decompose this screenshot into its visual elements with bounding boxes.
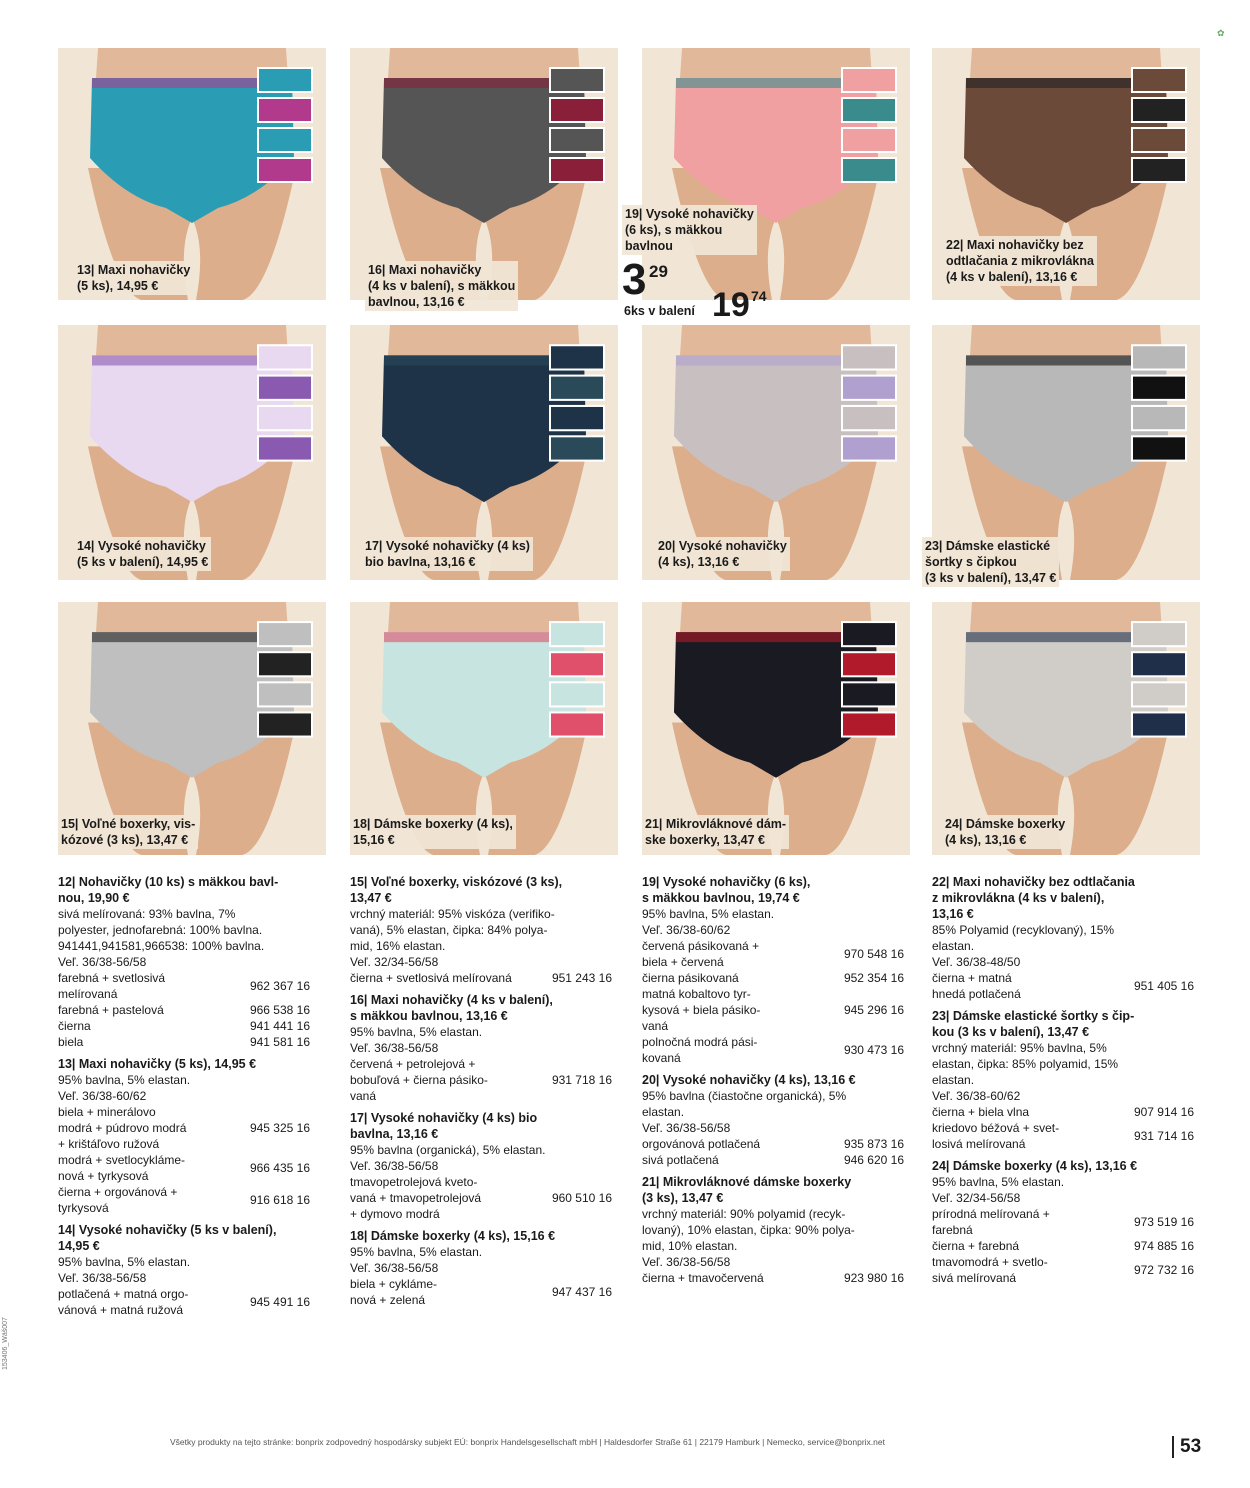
footer-note: Všetky produkty na tejto stránke: bonprix zodpovedný hospodársky subjekt EÚ: bonprix Handelsgesellschaft mbH | Haldesdorfer Straße 61 | 22179 Hamburk | Nemecko, service@bonprix.net: [170, 1437, 885, 1447]
product-spec: [350, 874, 612, 986]
variant-row: [58, 1002, 310, 1018]
variant-row: [642, 970, 904, 986]
variant-name: biela + cykláme- nová + zelená: [350, 1277, 438, 1307]
variant-row: [642, 1270, 904, 1286]
variant-row: [932, 1238, 1194, 1254]
variant-row: [350, 1056, 612, 1104]
price-19-pack-cents: 74: [751, 288, 767, 304]
variant-name: tmavomodrá + svetlo- sivá melírovaná: [932, 1255, 1048, 1285]
variant-code: 973 519 16: [1133, 1215, 1194, 1229]
variant-code: 951 243 16: [551, 971, 612, 985]
variant-name: sivá potlačená: [642, 1153, 719, 1167]
variant-row: [58, 970, 310, 1002]
variant-name: červená + petrolejová + bobuľová + čierna pásiko- vaná: [350, 1057, 488, 1103]
variant-name: prírodná melírovaná + farebná: [932, 1207, 1050, 1237]
spec-column: [350, 874, 612, 1314]
product-spec-desc: 95% bavlna, 5% elastan. Veľ. 36/38-56/58: [350, 1245, 483, 1275]
product-spec-title: 12| Nohavičky (10 ks) s mäkkou bavl- nou, 19,90 €: [58, 875, 279, 905]
product-spec-title: 20| Vysoké nohavičky (4 ks), 13,16 €: [642, 1073, 856, 1087]
variant-row: [350, 1276, 612, 1308]
product-spec-desc: 95% bavlna (organická), 5% elastan. Veľ. 36/38-56/58: [350, 1143, 546, 1173]
tile-label: 14| Vysoké nohavičky (5 ks v balení), 14,95 €: [74, 537, 211, 571]
variant-name: čierna + orgovánová + tyrkysová: [58, 1185, 178, 1215]
variant-name: farebná + svetlosivá melírovaná: [58, 971, 166, 1001]
variant-code: 966 538 16: [249, 1003, 310, 1017]
product-spec-desc: 95% bavlna, 5% elastan. Veľ. 36/38-56/58: [58, 1255, 191, 1285]
product-spec-title: 22| Maxi nohavičky bez odtlačania z mikrovlákna (4 ks v balení), 13,16 €: [932, 875, 1135, 921]
product-spec: [58, 874, 310, 1050]
product-spec: [350, 992, 612, 1104]
variant-row: [642, 1152, 904, 1168]
product-spec: [642, 1174, 904, 1286]
spec-column: [932, 874, 1194, 1292]
product-spec-desc: 95% bavlna, 5% elastan. Veľ. 32/34-56/58: [932, 1175, 1065, 1205]
variant-code: 907 914 16: [1133, 1105, 1194, 1119]
tile-label: 17| Vysoké nohavičky (4 ks) bio bavlna, 13,16 €: [362, 537, 533, 571]
product-spec-desc: 95% bavlna, 5% elastan. Veľ. 36/38-56/58: [350, 1025, 483, 1055]
variant-name: biela + minerálovo modrá + púdrovo modrá + krištáľovo ružová: [58, 1105, 187, 1151]
variant-row: [58, 1184, 310, 1216]
product-image: [642, 48, 910, 300]
variant-name: biela: [58, 1035, 84, 1049]
variant-name: červená pásikovaná + biela + červená: [642, 939, 760, 969]
variant-code: 945 491 16: [249, 1295, 310, 1309]
product-spec: [58, 1056, 310, 1216]
side-code: 153406_Wäš007: [2, 1317, 9, 1370]
variant-code: 972 732 16: [1133, 1263, 1194, 1277]
tile-label: 21| Mikrovláknové dám- ske boxerky, 13,47 €: [642, 815, 789, 849]
variant-row: [642, 986, 904, 1034]
corner-mark: ✿: [1217, 28, 1225, 38]
product-spec: [932, 1008, 1194, 1152]
variant-name: čierna: [58, 1019, 91, 1033]
tile-label: 16| Maxi nohavičky (4 ks v balení), s mäkkou bavlnou, 13,16 €: [365, 261, 518, 311]
variant-name: matná kobaltovo tyr- kysová + biela pásiko- vaná: [642, 987, 761, 1033]
product-spec-desc: 85% Polyamid (recyklovaný), 15% elastan. Veľ. 36/38-48/50: [932, 923, 1115, 969]
variant-code: 952 354 16: [843, 971, 904, 985]
product-spec-desc: 95% bavlna, 5% elastan. Veľ. 36/38-60/62: [642, 907, 775, 937]
variant-code: 931 718 16: [551, 1073, 612, 1087]
variant-row: [58, 1018, 310, 1034]
variant-name: orgovánová potlačená: [642, 1137, 761, 1151]
variant-name: polnočná modrá pási- kovaná: [642, 1035, 758, 1065]
variant-row: [642, 1034, 904, 1066]
variant-code: 974 885 16: [1133, 1239, 1194, 1253]
variant-name: čierna + biela vlna: [932, 1105, 1030, 1119]
variant-row: [932, 970, 1194, 1002]
variant-code: 966 435 16: [249, 1161, 310, 1175]
product-tile[interactable]: [642, 48, 910, 300]
variant-name: čierna + tmavočervená: [642, 1271, 764, 1285]
variant-row: [932, 1104, 1194, 1120]
variant-name: čierna pásikovaná: [642, 971, 739, 985]
product-spec-title: 13| Maxi nohavičky (5 ks), 14,95 €: [58, 1057, 257, 1071]
product-spec: [642, 874, 904, 1066]
product-spec-desc: sivá melírovaná: 93% bavlna, 7% polyester, jednofarebná: 100% bavlna. 941441,941581,966538: 100% bavlna. Veľ. 36/38-56/58: [58, 907, 265, 969]
variant-code: 962 367 16: [249, 979, 310, 993]
price-19-cents: 29: [649, 262, 668, 281]
variant-code: 916 618 16: [249, 1193, 310, 1207]
tile-label: 24| Dámske boxerky (4 ks), 13,16 €: [942, 815, 1068, 849]
product-spec-title: 18| Dámske boxerky (4 ks), 15,16 €: [350, 1229, 556, 1243]
variant-name: čierna + matná hnedá potlačená: [932, 971, 1021, 1001]
product-spec: [932, 1158, 1194, 1286]
variant-row: [58, 1152, 310, 1184]
product-spec: [350, 1110, 612, 1222]
variant-row: [642, 1136, 904, 1152]
variant-row: [932, 1120, 1194, 1152]
product-spec-title: 19| Vysoké nohavičky (6 ks), s mäkkou bavlnou, 19,74 €: [642, 875, 811, 905]
product-spec-title: 15| Voľné boxerky, viskózové (3 ks), 13,47 €: [350, 875, 563, 905]
variant-code: 931 714 16: [1133, 1129, 1194, 1143]
product-spec-title: 14| Vysoké nohavičky (5 ks v balení), 14,95 €: [58, 1223, 277, 1253]
variant-name: tmavopetrolejová kveto- vaná + tmavopetrolejová + dymovo modrá: [350, 1175, 482, 1221]
product-spec-desc: vrchný materiál: 95% bavlna, 5% elastan, čipka: 85% polyamid, 15% elastan. Veľ. 36/38-60/62: [932, 1041, 1119, 1103]
variant-name: čierna + farebná: [932, 1239, 1020, 1253]
product-spec-title: 17| Vysoké nohavičky (4 ks) bio bavlna, 13,16 €: [350, 1111, 538, 1141]
variant-row: [932, 1254, 1194, 1286]
variant-code: 923 980 16: [843, 1271, 904, 1285]
variant-code: 935 873 16: [843, 1137, 904, 1151]
variant-code: 960 510 16: [551, 1191, 612, 1205]
spec-column: [642, 874, 904, 1292]
variant-code: 946 620 16: [843, 1153, 904, 1167]
variant-code: 945 296 16: [843, 1003, 904, 1017]
spec-column: [58, 874, 310, 1324]
product-spec-title: 23| Dámske elastické šortky s čip- kou (3 ks v balení), 13,47 €: [932, 1009, 1135, 1039]
product-spec: [58, 1222, 310, 1318]
price-19-pack-big: 19: [712, 286, 750, 324]
product-spec: [350, 1228, 612, 1308]
variant-row: [58, 1286, 310, 1318]
variant-row: [58, 1104, 310, 1152]
variant-code: 970 548 16: [843, 947, 904, 961]
variant-code: 945 325 16: [249, 1121, 310, 1135]
product-spec: [932, 874, 1194, 1002]
tile-label: 19| Vysoké nohavičky (6 ks), s mäkkou bavlnou: [622, 205, 757, 255]
variant-name: modrá + svetlocykláme- nová + tyrkysová: [58, 1153, 186, 1183]
product-spec-desc: 95% bavlna (čiastočne organická), 5% elastan. Veľ. 36/38-56/58: [642, 1089, 847, 1135]
product-spec-desc: vrchný materiál: 95% viskóza (verifiko- vaná), 5% elastan, čipka: 84% polya- mid, 16% elastan. Veľ. 32/34-56/58: [350, 907, 555, 969]
variant-name: potlačená + matná orgo- vánová + matná ružová: [58, 1287, 189, 1317]
variant-name: čierna + svetlosivá melírovaná: [350, 971, 512, 985]
variant-name: kriedovo béžová + svet- losivá melírovaná: [932, 1121, 1060, 1151]
product-spec-desc: 95% bavlna, 5% elastan. Veľ. 36/38-60/62: [58, 1073, 191, 1103]
variant-row: [642, 938, 904, 970]
tile-label: 18| Dámske boxerky (4 ks), 15,16 €: [350, 815, 516, 849]
variant-code: 941 581 16: [249, 1035, 310, 1049]
variant-row: [932, 1206, 1194, 1238]
tile-label: 15| Voľné boxerky, vis- kózové (3 ks), 13,47 €: [58, 815, 198, 849]
product-spec-title: 21| Mikrovláknové dámske boxerky (3 ks), 13,47 €: [642, 1175, 852, 1205]
variant-code: 947 437 16: [551, 1285, 612, 1299]
tile-label: 23| Dámske elastické šortky s čipkou (3 ks v balení), 13,47 €: [922, 537, 1059, 587]
variant-code: 941 441 16: [249, 1019, 310, 1033]
tile-label: 20| Vysoké nohavičky (4 ks), 13,16 €: [655, 537, 790, 571]
tile-label: 13| Maxi nohavičky (5 ks), 14,95 €: [74, 261, 193, 295]
tile-label: 22| Maxi nohavičky bez odtlačania z mikrovlákna (4 ks v balení), 13,16 €: [943, 236, 1097, 286]
product-spec-title: 24| Dámske boxerky (4 ks), 13,16 €: [932, 1159, 1138, 1173]
variant-row: [58, 1034, 310, 1050]
variant-row: [350, 1174, 612, 1222]
variant-row: [350, 970, 612, 986]
page-number: 53: [1172, 1436, 1201, 1458]
variant-code: 930 473 16: [843, 1043, 904, 1057]
price-19-big: 3: [622, 255, 647, 304]
variant-name: farebná + pastelová: [58, 1003, 164, 1017]
product-spec: [642, 1072, 904, 1168]
product-spec-desc: vrchný materiál: 90% polyamid (recyk- lovaný), 10% elastan, čipka: 90% polya- mid, 10% elastan. Veľ. 36/38-56/58: [642, 1207, 855, 1269]
variant-code: 951 405 16: [1133, 979, 1194, 993]
product-spec-title: 16| Maxi nohavičky (4 ks v balení), s mäkkou bavlnou, 13,16 €: [350, 993, 553, 1023]
price-19-pack-label: 6ks v balení: [624, 304, 695, 318]
